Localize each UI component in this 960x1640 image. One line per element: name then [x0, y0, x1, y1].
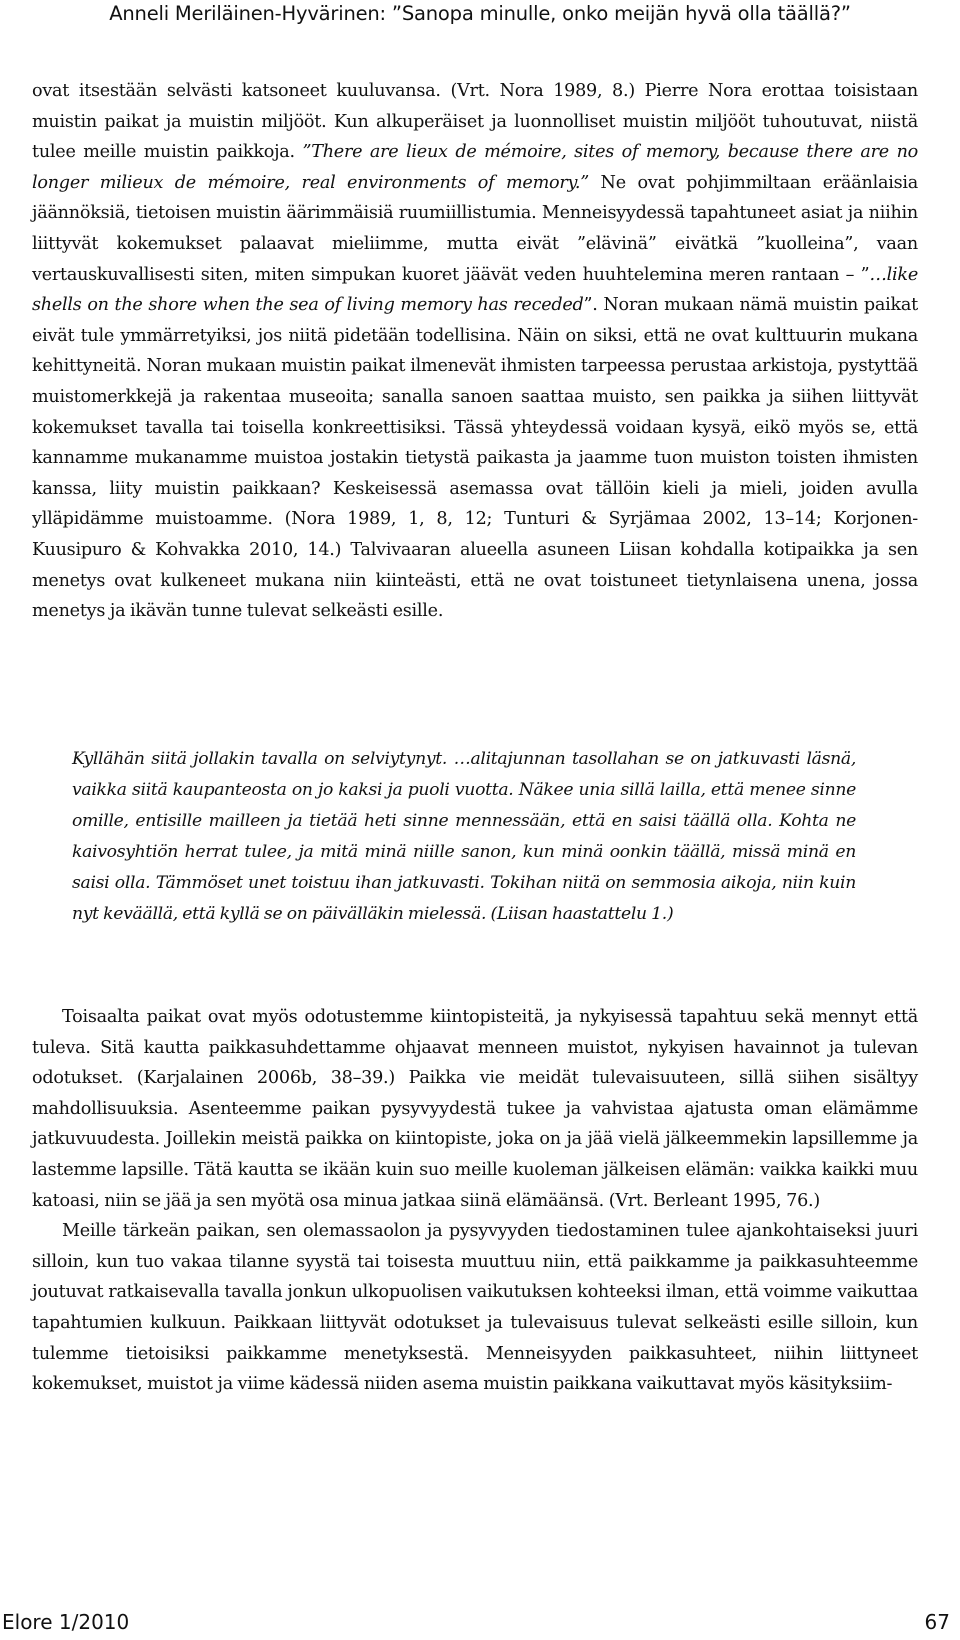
body-paragraph: [32, 76, 918, 627]
english-quotation: …like shells on the shore when the sea of living memory has receded: [32, 264, 918, 316]
english-quotation: ”There are lieux de mémoire, sites of memory, because there are no longer milieux de mémoire, real environments of memory.”: [32, 142, 918, 193]
interview-block-quote: Kyllähän siitä jollakin tavalla on selviytynyt. …alitajunnan tasollahan se on jatkuvasti läsnä, vaikka siitä kaupanteosta on jo kaksi ja puoli vuotta. Näkee unia sillä lailla, että menee sinne omille, entisille mailleen ja tietää heti sinne mennessään, että en saisi täällä olla. Kohta ne kaivosyhtiön herrat tulee, ja mitä minä niille sanon, kun minä oonkin täällä, missä minä en saisi olla. Tämmöset unet toistuu ihan jatkuvasti. Tokihan niitä on semmosia aikoja, niin kuin nyt keväällä, että kyllä se on päivälläkin mielessä. (Liisan haastattelu 1.): [72, 749, 856, 924]
paragraph-text: Toisaalta paikat ovat myös odotustemme kiintopisteitä, ja nykyisessä tapahtuu sekä mennyt että tuleva. Sitä kautta paikkasuhdettamme ohjaavat menneen muistot, nykyisen havainnot ja tulevan odotukset. (Karjalainen 2006b, 38–39.) Paikka vie meidät tulevaisuuteen, sillä siihen sisältyy mahdollisuuksia. Asenteemme paikan pysyvyydestä tukee ja vahvistaa ajatusta oman elämämme jatkuvuudesta. Joillekin meistä paikka on kiintopiste, joka on ja jää vielä jälkeemmekin lapsillemme ja lastemme lapsille. Tätä kautta se ikään kuin suo meille kuoleman jälkeisen elämän: vaikka kaikki muu katoasi, niin se jää ja sen myötä osa minua jatkaa siinä elämäänsä. (Vrt. Berleant 1995, 76.): [32, 1007, 918, 1211]
paragraph-text: Meille tärkeän paikan, sen olemassaolon ja pysyvyyden tiedostaminen tulee ajankohtaiseksi juuri silloin, kun tuo vakaa tilanne syystä tai toisesta muuttuu niin, että paikkamme ja paikkasuhteemme joutuvat ratkaisevalla tavalla jonkun ulkopuolisen vaikutuksen kohteeksi ilman, että voimme vaikuttaa tapahtumien kulkuun. Paikkaan liittyvät odotukset ja tulevaisuus tulevat selkeästi esille silloin, kun tulemme tietoisiksi paikkamme menetyksestä. Menneisyyden paikkasuhteet, niihin liittyneet kokemukset, muistot ja viime kädessä niiden asema muistin paikkana vaikuttavat myös käsityksiim-: [32, 1221, 918, 1395]
body-paragraph: [32, 1002, 918, 1216]
journal-footer: Elore 1/2010: [2, 1610, 130, 1634]
paragraph-text: Ne ovat pohjimmiltaan eräänlaisia jäännöksiä, tietoisen muistin äärimmäisiä ruumiillistumia. Menneisyydessä tapahtuneet asiat ja niihin liittyvät kokemukset palaavat mieliimme, mutta eivät ”elävinä” eivätkä ”kuolleina”, vaan vertauskuvallisesti siten, miten simpukan kuoret jäävät veden huuhtelemina meren rantaan – ”: [32, 172, 918, 285]
paragraph-text: ”. Noran mukaan nämä muistin paikat eivät tule ymmärretyiksi, jos niitä pidetään todellisina. Näin on siksi, että ne ovat kulttuurin mukana kehittyneitä. Noran mukaan muistin paikat ilmenevät ihmisten tarpeessa perustaa arkistoja, pystyttää muistomerkkejä ja rakentaa museoita; sanalla sanoen saattaa muisto, sen paikka ja siihen liittyvät kokemukset tavalla tai toisella konkreettisiksi. Tässä yhteydessä voidaan kysyä, eikö myös se, että kannamme mukanamme muistoa jostakin tietystä paikasta ja jaamme tuon muiston toisten ihmisten kanssa, liity muistin paikkaan? Keskeisessä asemassa ovat tällöin kieli ja mieli, joiden avulla ylläpidämme muistoamme. (Nora 1989, 1, 8, 12; Tunturi & Syrjämaa 2002, 13–14; Korjonen-Kuusipuro & Kohvakka 2010, 14.) Talvivaaran alueella asuneen Liisan kohdalla kotipaikka ja sen menetys ovat kulkeneet mukana niin kiinteästi, että ne ovat toistuneet tietynlaisena unena, jossa menetys ja ikävän tunne tulevat selkeästi esille.: [32, 295, 918, 622]
paragraph-text: ovat itsestään selvästi katsoneet kuuluvansa. (Vrt. Nora 1989, 8.) Pierre Nora erottaa toisistaan muistin paikat ja muistin miljööt. Kun alkuperäiset ja luonnolliset muistin miljööt tuhoutuvat, niistä tulee meille muistin paikkoja.: [32, 81, 918, 163]
body-text-section: [32, 1002, 918, 1400]
page-number: 67: [924, 1610, 950, 1634]
body-paragraph: [32, 1216, 918, 1400]
running-header: Anneli Meriläinen-Hyvärinen: ”Sanopa minulle, onko meijän hyvä olla täällä?”: [109, 2, 851, 25]
